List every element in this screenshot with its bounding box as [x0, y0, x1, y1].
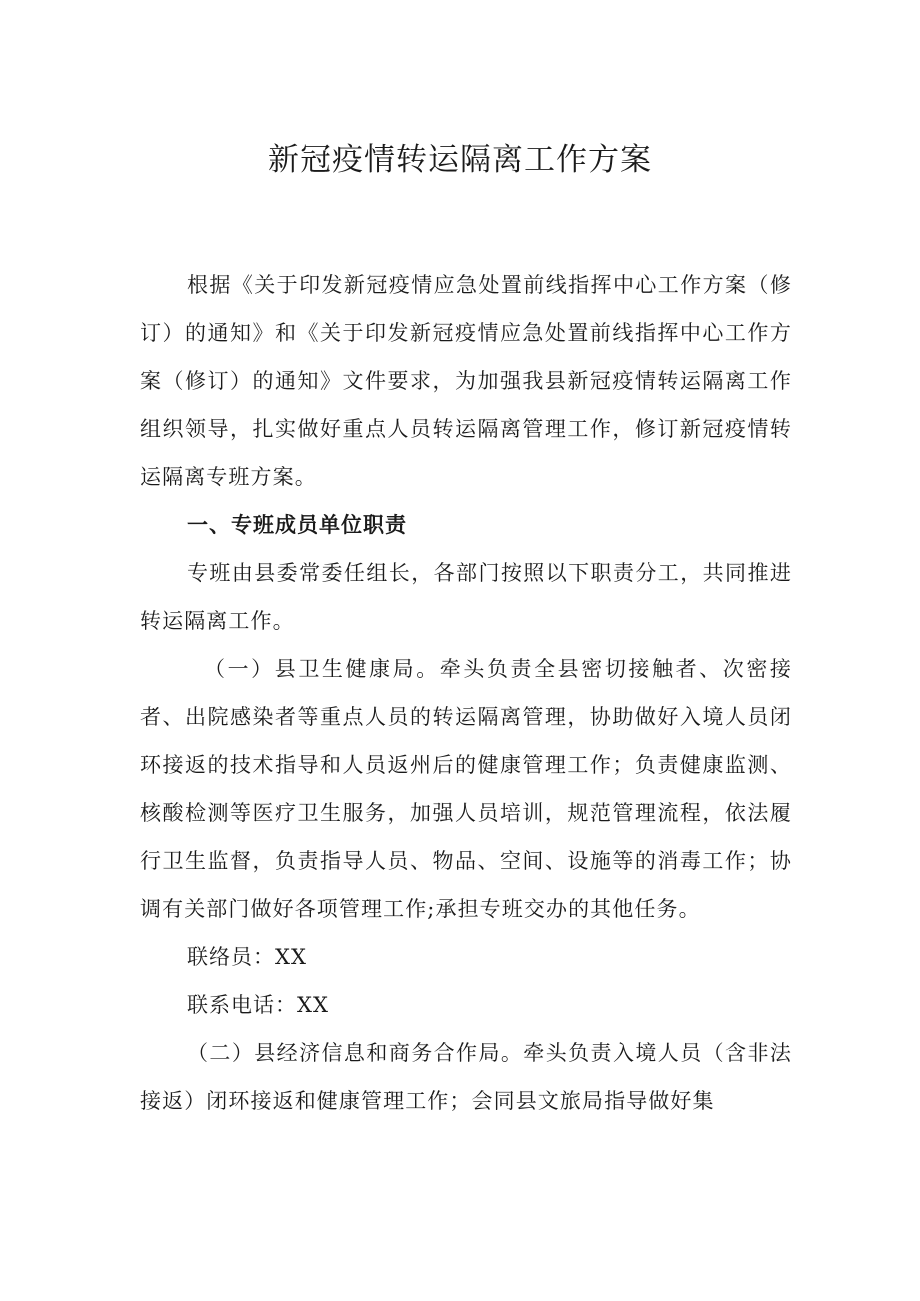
section-intro-paragraph: 专班由县委常委任组长，各部门按照以下职责分工，共同推进转运隔离工作。	[140, 561, 792, 633]
liaison-person: 联络员：XX	[187, 945, 307, 969]
document-title: 新冠疫情转运隔离工作方案	[268, 142, 652, 178]
section-heading: 一、专班成员单位职责	[187, 513, 407, 537]
document-body	[140, 261, 792, 1125]
item-health-bureau: （一）县卫生健康局。牵头负责全县密切接触者、次密接者、出院感染者等重点人员的转运隔离管理，协助做好入境人员闭环接返的技术指导和人员返州后的健康管理工作；负责健康监测、核酸检测等医疗卫生服务，加强人员培训，规范管理流程，依法履行卫生监督，负责指导人员、物品、空间、设施等的消毒工作；协调有关部门做好各项管理工作;承担专班交办的其他任务。	[140, 657, 792, 921]
contact-phone: 联系电话：XX	[187, 993, 329, 1017]
item-economic-bureau: （二）县经济信息和商务合作局。牵头负责入境人员（含非法接返）闭环接返和健康管理工作；会同县文旅局指导做好集	[140, 1041, 792, 1113]
intro-paragraph: 根据《关于印发新冠疫情应急处置前线指挥中心工作方案（修订）的通知》和《关于印发新冠疫情应急处置前线指挥中心工作方案（修订）的通知》文件要求，为加强我县新冠疫情转运隔离工作组织领导，扎实做好重点人员转运隔离管理工作，修订新冠疫情转运隔离专班方案。	[140, 273, 792, 489]
